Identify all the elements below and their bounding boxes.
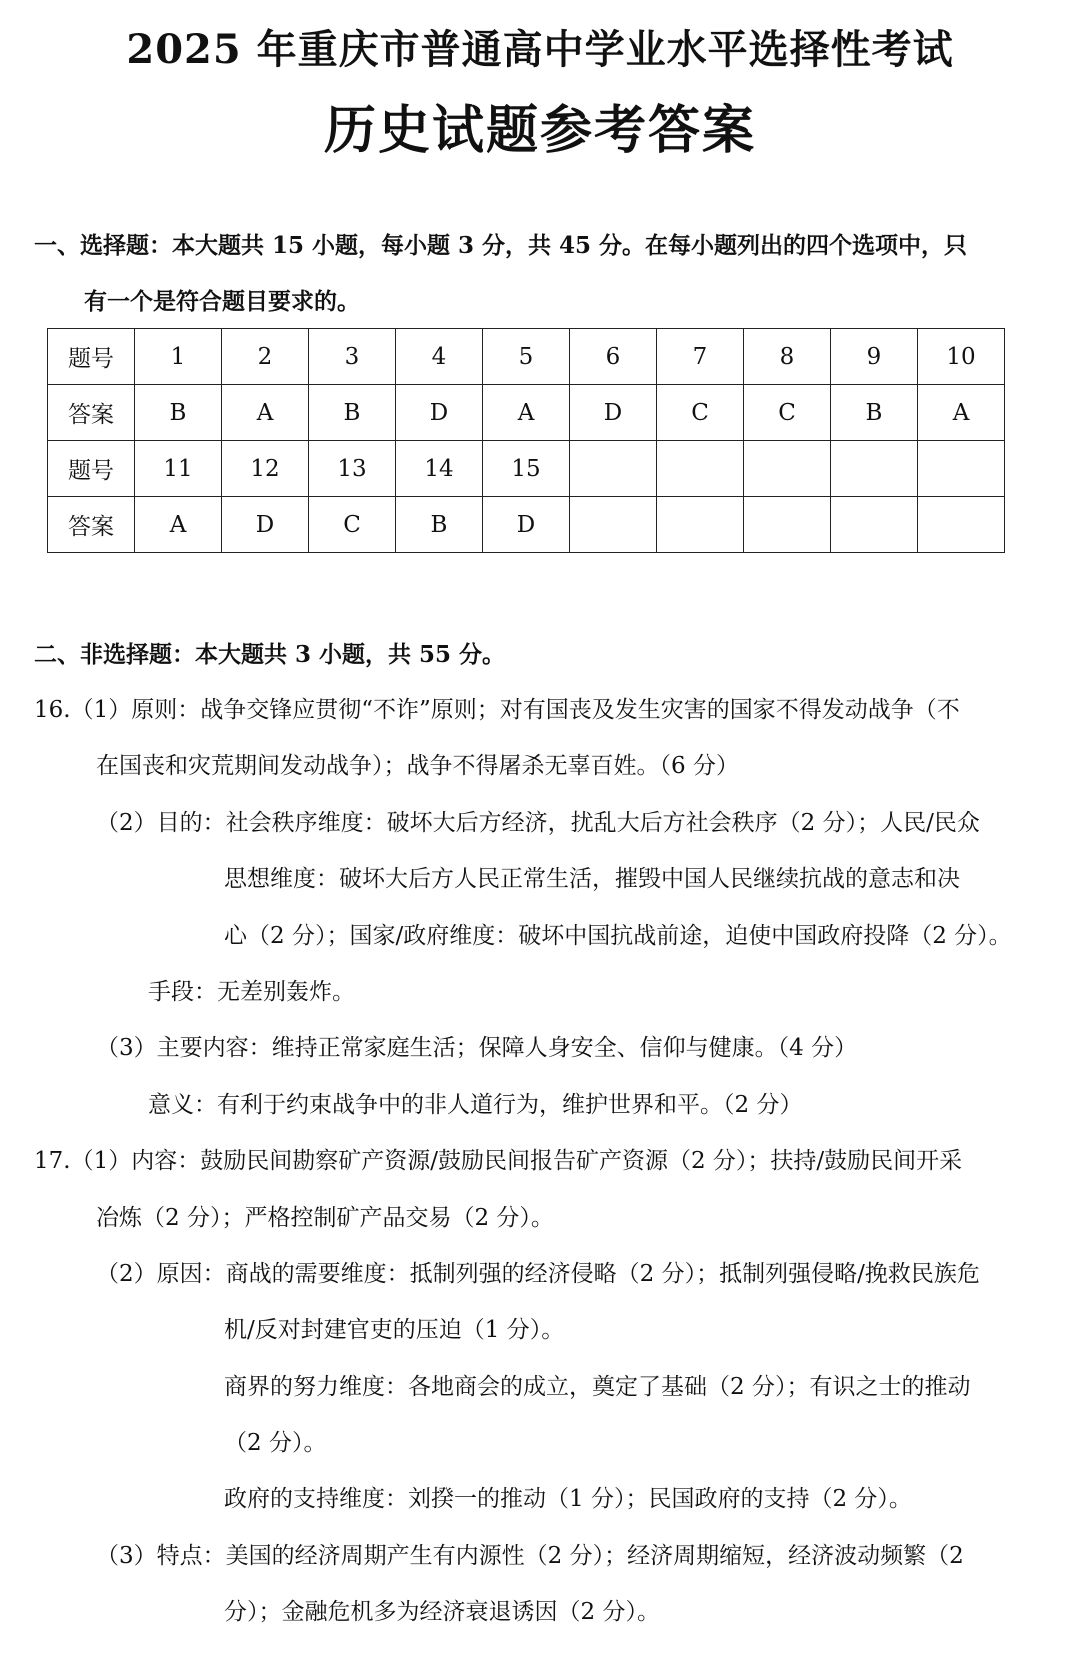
table-cell [918, 441, 1005, 497]
answer-table [47, 328, 1005, 553]
answer-line: （3）特点：美国的经济周期产生有内源性（2 分）；经济周期缩短，经济波动频繁（2 [96, 1542, 964, 1569]
table-cell: B [309, 385, 396, 441]
section-1-line-2: 有一个是符合题目要求的。 [84, 288, 360, 315]
section-2-heading: 二、非选择题：本大题共 3 小题，共 55 分。 [34, 641, 506, 668]
table-cell: 7 [657, 329, 744, 385]
table-cell: 4 [396, 329, 483, 385]
answer-line: 机/反对封建官吏的压迫（1 分）。 [224, 1317, 565, 1344]
table-cell: 题号 [48, 441, 135, 497]
table-cell: 8 [744, 329, 831, 385]
table-row [48, 497, 1005, 553]
answer-line: 思想维度：破坏大后方人民正常生活，摧毁中国人民继续抗战的意志和决 [224, 866, 960, 893]
table-cell [570, 441, 657, 497]
table-cell: 9 [831, 329, 918, 385]
table-cell: 12 [222, 441, 309, 497]
table-cell: 13 [309, 441, 396, 497]
section-1-line-1: 一、选择题：本大题共 15 小题，每小题 3 分，共 45 分。在每小题列出的四个选项中，只 [34, 232, 968, 259]
table-cell [657, 497, 744, 553]
section-1-heading [34, 218, 1034, 330]
table-cell: D [396, 385, 483, 441]
table-cell: 10 [918, 329, 1005, 385]
answer-line: （2 分）。 [224, 1430, 327, 1457]
answer-line: 17.（1）内容：鼓励民间勘察矿产资源/鼓励民间报告矿产资源（2 分）；扶持/鼓励民间开采 [34, 1148, 963, 1175]
table-cell: C [744, 385, 831, 441]
table-cell: D [570, 385, 657, 441]
table-cell: A [222, 385, 309, 441]
table-row [48, 385, 1005, 441]
answer-line: （2）原因：商战的需要维度：抵制列强的经济侵略（2 分）；抵制列强侵略/挽救民族危 [96, 1260, 980, 1287]
answer-line: 手段：无差别轰炸。 [148, 978, 355, 1005]
table-cell: A [918, 385, 1005, 441]
section-2-answers [34, 682, 1039, 1641]
table-cell: 1 [135, 329, 222, 385]
table-cell: A [135, 497, 222, 553]
table-cell: D [222, 497, 309, 553]
answer-line: 16.（1）原则：战争交锋应贯彻“不诈”原则；对有国丧及发生灾害的国家不得发动战争（不 [34, 697, 960, 723]
document-subtitle: 历史试题参考答案 [323, 100, 756, 161]
answer-line: 政府的支持维度：刘揆一的推动（1 分）；民国政府的支持（2 分）。 [224, 1486, 912, 1513]
answer-line: 商界的努力维度：各地商会的成立，奠定了基础（2 分）；有识之士的推动 [224, 1373, 971, 1400]
answer-line: （2）目的：社会秩序维度：破坏大后方经济，扰乱大后方社会秩序（2 分）；人民/民众 [96, 809, 980, 836]
table-cell: B [396, 497, 483, 553]
table-cell [831, 497, 918, 553]
table-cell: 5 [483, 329, 570, 385]
table-cell: C [309, 497, 396, 553]
table-cell: 3 [309, 329, 396, 385]
table-cell: D [483, 497, 570, 553]
answer-line: 意义：有利于约束战争中的非人道行为，维护世界和平。（2 分） [148, 1091, 803, 1118]
table-cell: B [135, 385, 222, 441]
table-cell [918, 497, 1005, 553]
document-title: 2025 年重庆市普通高中学业水平选择性考试 [126, 26, 954, 73]
table-cell: B [831, 385, 918, 441]
table-cell [744, 497, 831, 553]
table-cell: 2 [222, 329, 309, 385]
table-cell [570, 497, 657, 553]
table-cell: 答案 [48, 385, 135, 441]
table-cell: 15 [483, 441, 570, 497]
table-cell: 6 [570, 329, 657, 385]
answer-line: （3）主要内容：维持正常家庭生活；保障人身安全、信仰与健康。（4 分） [96, 1035, 858, 1062]
table-cell: A [483, 385, 570, 441]
answer-line: 心（2 分）；国家/政府维度：破坏中国抗战前途，迫使中国政府投降（2 分）。 [224, 922, 1012, 949]
table-row [48, 441, 1005, 497]
table-cell: 答案 [48, 497, 135, 553]
table-cell [657, 441, 744, 497]
table-cell: 题号 [48, 329, 135, 385]
table-cell: C [657, 385, 744, 441]
table-cell: 14 [396, 441, 483, 497]
table-cell [744, 441, 831, 497]
answer-line: 在国丧和灾荒期间发动战争）；战争不得屠杀无辜百姓。（6 分） [96, 753, 739, 780]
table-cell [831, 441, 918, 497]
answer-line: 冶炼（2 分）；严格控制矿产品交易（2 分）。 [96, 1204, 554, 1231]
table-cell: 11 [135, 441, 222, 497]
answer-line: 分）；金融危机多为经济衰退诱因（2 分）。 [224, 1599, 660, 1626]
table-row [48, 329, 1005, 385]
